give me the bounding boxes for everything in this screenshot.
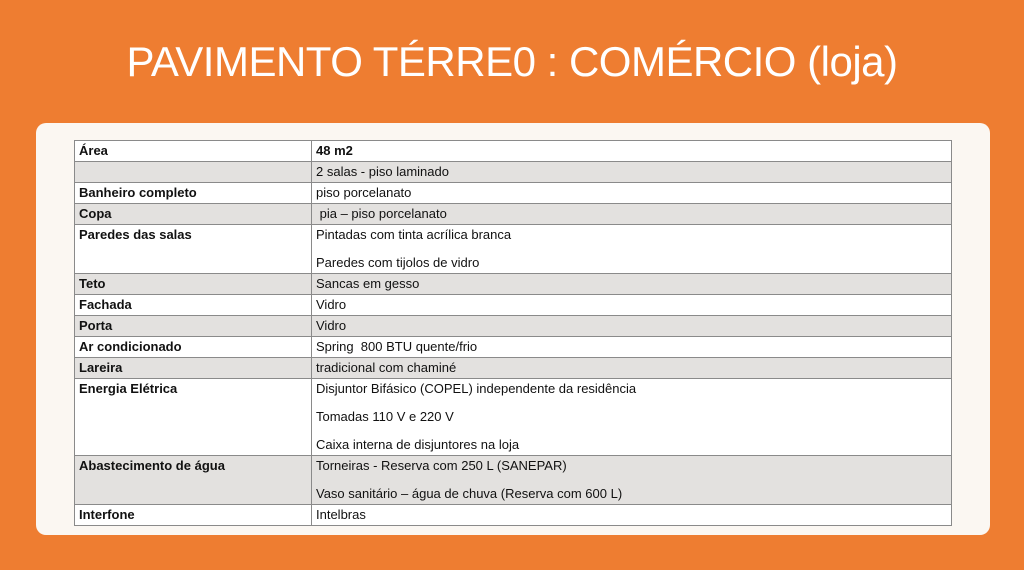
- row-value: [312, 274, 952, 295]
- table-row: [75, 162, 952, 183]
- table-row: [75, 505, 952, 526]
- table-row: [75, 295, 952, 316]
- table-row: [75, 337, 952, 358]
- value-line: Vidro: [316, 297, 347, 312]
- row-label: Ar condicionado: [75, 337, 312, 358]
- table-row: [75, 274, 952, 295]
- value-line: Caixa interna de disjuntores na loja: [316, 437, 520, 452]
- row-value: [312, 379, 952, 456]
- value-line: Sancas em gesso: [316, 276, 420, 291]
- value-line: Torneiras - Reserva com 250 L (SANEPAR): [316, 458, 567, 473]
- specifications-table: [74, 140, 952, 526]
- row-label: Lareira: [75, 358, 312, 379]
- row-value: [312, 204, 952, 225]
- table-row: [75, 456, 952, 505]
- table-row: [75, 141, 952, 162]
- row-value: [312, 162, 952, 183]
- table-body: [75, 141, 952, 526]
- line-gap: [316, 245, 947, 253]
- value-line: 48 m2: [316, 143, 353, 158]
- row-value: [312, 456, 952, 505]
- line-gap: [316, 476, 947, 484]
- row-label: Energia Elétrica: [75, 379, 312, 456]
- row-label: Área: [75, 141, 312, 162]
- row-value: [312, 316, 952, 337]
- value-line: pia – piso porcelanato: [316, 206, 447, 221]
- value-line: Spring 800 BTU quente/frio: [316, 339, 478, 354]
- row-label: Copa: [75, 204, 312, 225]
- value-line: piso porcelanato: [316, 185, 412, 200]
- row-label: Fachada: [75, 295, 312, 316]
- row-value: [312, 337, 952, 358]
- table-row: [75, 183, 952, 204]
- table-row: [75, 204, 952, 225]
- value-line: Vidro: [316, 318, 347, 333]
- value-line: tradicional com chaminé: [316, 360, 457, 375]
- table-row: [75, 316, 952, 337]
- line-gap: [316, 427, 947, 435]
- row-value: [312, 225, 952, 274]
- table-row: [75, 379, 952, 456]
- value-line: Vaso sanitário – água de chuva (Reserva com 600 L): [316, 486, 623, 501]
- row-label: Teto: [75, 274, 312, 295]
- row-value: [312, 183, 952, 204]
- row-label: Paredes das salas: [75, 225, 312, 274]
- row-label: Interfone: [75, 505, 312, 526]
- row-value: [312, 358, 952, 379]
- line-gap: [316, 399, 947, 407]
- table-row: [75, 358, 952, 379]
- value-line: 2 salas - piso laminado: [316, 164, 449, 179]
- value-line: Disjuntor Bifásico (COPEL) independente da residência: [316, 381, 637, 396]
- table-row: [75, 225, 952, 274]
- row-label: [75, 162, 312, 183]
- value-line: Pintadas com tinta acrílica branca: [316, 227, 512, 242]
- row-label: Banheiro completo: [75, 183, 312, 204]
- value-line: Paredes com tijolos de vidro: [316, 255, 480, 270]
- slide-title: PAVIMENTO TÉRRE0 : COMÉRCIO (loja): [126, 38, 898, 85]
- row-label: Abastecimento de água: [75, 456, 312, 505]
- row-value: [312, 295, 952, 316]
- value-line: Tomadas 110 V e 220 V: [316, 409, 454, 424]
- row-value: [312, 505, 952, 526]
- row-value: [312, 141, 952, 162]
- row-label: Porta: [75, 316, 312, 337]
- value-line: Intelbras: [316, 507, 366, 522]
